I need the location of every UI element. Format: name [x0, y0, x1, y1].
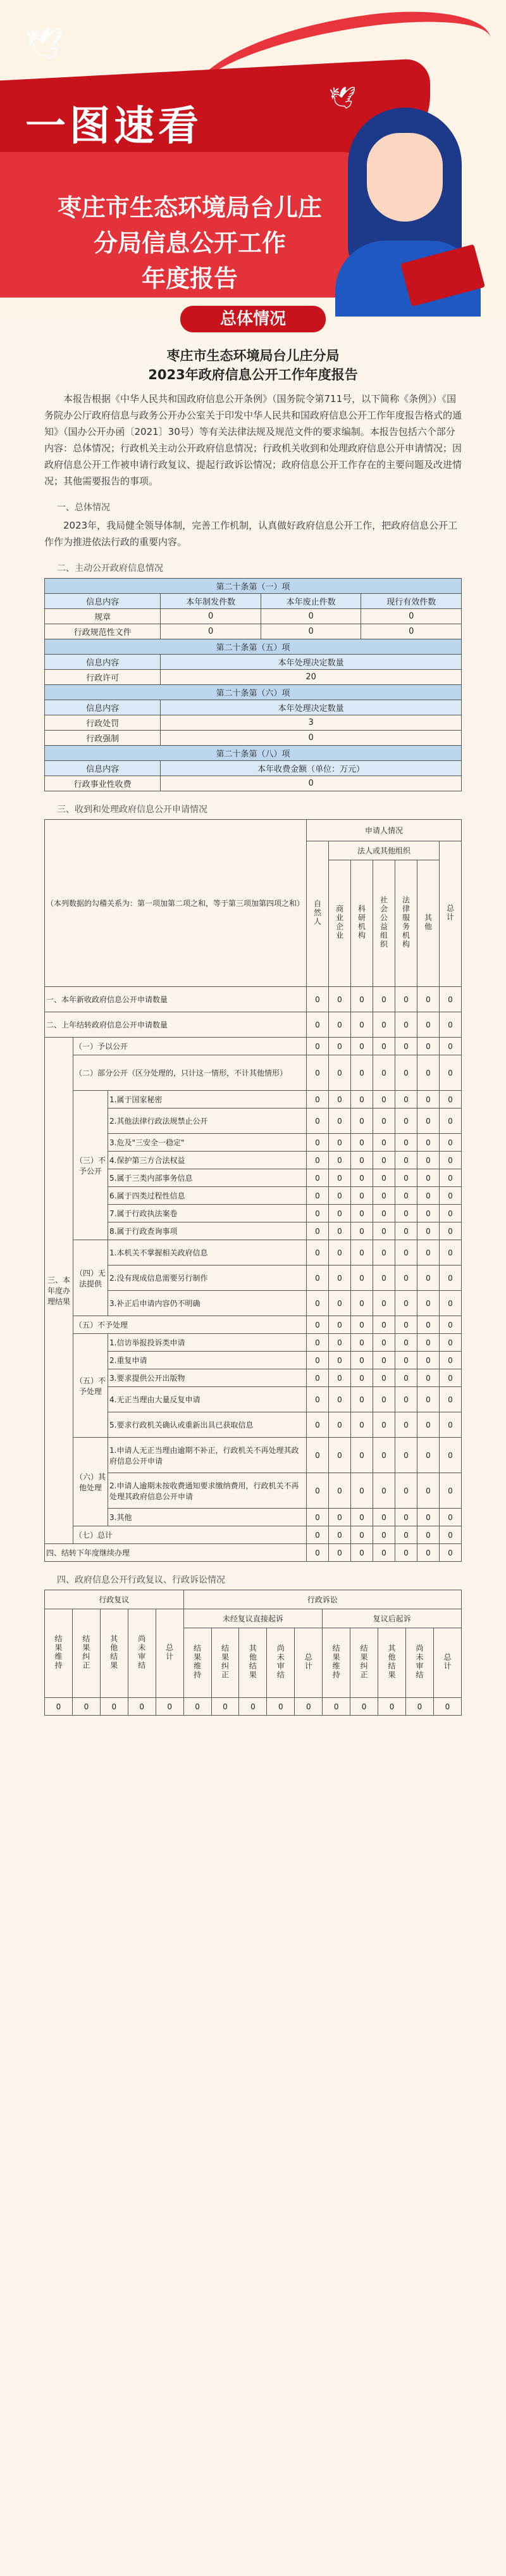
- table-row: 3.其他 0 0 0 0 0 0 0: [45, 1509, 462, 1526]
- section-heading: 二、主动公开政府信息情况: [57, 563, 163, 574]
- section-heading: 一、总体情况: [57, 503, 110, 513]
- report-content: [44, 332, 462, 1716]
- table-row: （五）不予处理 1.信访举报投诉类申请 0 0 0 0 0 0 0: [45, 1334, 462, 1352]
- table-row: 3.补正后申请内容仍不明确 0 0 0 0 0 0 0: [45, 1291, 462, 1316]
- table-row: 2.其他法律行政法规禁止公开 0 0 0 0 0 0 0: [45, 1109, 462, 1134]
- table-row: （六）其他处理 1.申请人无正当理由逾期不补正，行政机关不再处理其政府信息公开申请 0 0 0 0 0 0 0: [45, 1438, 462, 1473]
- table-row: 一、本年新收政府信息公开申请数量 0 0 0 0 0 0 0: [45, 987, 462, 1012]
- table-row: 4.无正当理由大量反复申请 0 0 0 0 0 0 0: [45, 1387, 462, 1412]
- table-row: 5.属于三类内部事务信息 0 0 0 0 0 0 0: [45, 1169, 462, 1187]
- banner-title: 一图速看: [25, 103, 202, 150]
- dove-icon: 🕊: [329, 85, 357, 111]
- table-row: 7.属于行政执法案卷 0 0 0 0 0 0 0: [45, 1205, 462, 1222]
- table-row: 6.属于四类过程性信息 0 0 0 0 0 0 0: [45, 1187, 462, 1205]
- section-pill: 总体情况: [180, 306, 326, 332]
- table-row: 2.重复申请 0 0 0 0 0 0 0: [45, 1352, 462, 1369]
- review-litigation-table: 行政复议 行政诉讼 结果维持 结果纠正 其他结果 尚未审结 总计 未经复议直接起诉 复议后起诉 结果维持 结果纠正 其他结果 尚未审结 总计 结果维持 结果纠正 其他结果 尚未审结 总计 0 0 0 0 0 0 0 0 0 0 0 0 0 0 0: [44, 1590, 462, 1716]
- table-row: 3.要求提供公开出版物 0 0 0 0 0 0 0: [45, 1369, 462, 1387]
- section-heading: 四、政府信息公开行政复议、行政诉讼情况: [57, 1575, 225, 1585]
- header-banner: [0, 0, 506, 317]
- overview-paragraph: 2023年，我局健全领导体制，完善工作机制，认真做好政府信息公开工作，把政府信息公开工作作为推进依法行政的重要内容。: [44, 520, 458, 548]
- table-row: 2.申请人逾期未按收费通知要求缴纳费用，行政机关不再处理其政府信息公开申请 0 0 0 0 0 0 0: [45, 1473, 462, 1509]
- table-row: 5.要求行政机关确认或重新出具已获取信息 0 0 0 0 0 0 0: [45, 1412, 462, 1438]
- document-title: 枣庄市生态环境局台儿庄分局 2023年政府信息公开工作年度报告: [148, 348, 358, 382]
- application-handling-table: （本列数据的勾稽关系为：第一项加第二项之和，等于第三项加第四项之和） 申请人情况 自然人 法人或其他组织 总计 商业企业 科研机构 社会公益组织 法律服务机构 其他 一、本年新收政府信息公开申请数量 0 0 0 0 0 0 0 二、上年结转政府信息公开申请数量 0 0 0 0 0 0 0 三、本年度办理结果 （一）予以公开 0 0 0 0 0 0 0 （二）部分公开（区分处理的，只计这一情形，不计其他情形） 0 0 0 0 0 0 0 （三）不予公开 1.属于国家秘密 0 0 0 0 0 0 0 2.其他法律行政法规禁止公开 0 0 0 0 0 0 0 3.危及"三安全一稳定" 0 0 0 0 0 0 0 4.保护第三方合法权益 0 0 0 0 0 0 0 5.属于三类内部事务信息 0 0 0 0 0 0 0 6.属于四类过程性信息 0 0 0 0 0 0 0 7.属于行政执法案卷 0 0 0 0 0 0 0 8.属于行政查询事项 0 0 0 0 0 0 0 （四）无法提供 1.本机关不掌握相关政府信息 0 0 0 0 0 0 0 2.没有现成信息需要另行制作 0 0 0 0 0 0 0 3.补正后申请内容仍不明确 0 0 0 0 0 0 0 （五）不予处理 0 0 0 0 0 0 0 （五）不予处理 1.信访举报投诉类申请 0 0 0 0 0 0 0 2.重复申请 0 0 0 0 0 0 0 3.要求提供公开出版物 0 0 0 0 0 0 0 4.无正当理由大量反复申请 0 0 0 0 0 0 0 5.要求行政机关确认或重新出具已获取信息 0 0 0 0 0 0 0 （六）其他处理 1.申请人无正当理由逾期不补正，行政机关不再处理其政府信息公开申请 0 0 0 0 0 0 0 2.申请人逾期未按收费通知要求缴纳费用，行政机关不再处理其政府信息公开申请 0 0 0 0 0 0 0 3.其他 0 0 0 0 0 0 0 （七）总计 0 0 0 0 0 0 0 四、结转下年度继续办理 0 0 0 0 0 0 0: [44, 819, 462, 1562]
- table-row: 4.保护第三方合法权益 0 0 0 0 0 0 0: [45, 1152, 462, 1169]
- reading-woman-illustration: [329, 95, 487, 317]
- active-disclosure-table: 第二十条第（一）项 信息内容 本年制发件数 本年废止件数 现行有效件数 规章 0 0 0 行政规范性文件 0 0 0 第二十条第（五）项 信息内容 本年处理决定数量 行政许可 20 第二十条第（六）项 信息内容 本年处理决定数量 行政处罚 3 行政强制 0 第二十条第（八）项 信息内容 本年收费金额（单位：万元） 行政事业性收费 0: [44, 578, 462, 791]
- section-heading: 三、收到和处理政府信息公开申请情况: [57, 805, 207, 815]
- table-row: 2.没有现成信息需要另行制作 0 0 0 0 0 0 0: [45, 1266, 462, 1291]
- table-row: 3.危及"三安全一稳定" 0 0 0 0 0 0 0: [45, 1134, 462, 1152]
- table-row: 四、结转下年度继续办理 0 0 0 0 0 0 0: [45, 1544, 462, 1562]
- table-row: 二、上年结转政府信息公开申请数量 0 0 0 0 0 0 0: [45, 1012, 462, 1038]
- table-row: （二）部分公开（区分处理的，只计这一情形，不计其他情形） 0 0 0 0 0 0 0: [45, 1055, 462, 1091]
- report-title: 枣庄市生态环境局台儿庄 分局信息公开工作 年度报告: [57, 194, 322, 292]
- table-row: （五）不予处理 0 0 0 0 0 0 0: [45, 1316, 462, 1334]
- table-row: （七）总计 0 0 0 0 0 0 0: [45, 1526, 462, 1544]
- intro-paragraph: 本报告根据《中华人民共和国政府信息公开条例》（国务院令第711号，以下简称《条例》）《国务院办公厅政府信息与政务公开办公室关于印发中华人民共和国政府信息公开工作年度报告格式的通知》（国办公开办函〔2021〕30号）等有关法律法规及规范文件的要求编制。本报告包括六个部分内容：总体情况；行政机关主动公开政府信息情况；行政机关收到和处理政府信息公开申请情况；因政府信息公开工作被申请行政复议、提起行政诉讼情况；政府信息公开工作存在的主要问题及改进情况；其他需要报告的事项。: [44, 393, 462, 487]
- table-row: 8.属于行政查询事项 0 0 0 0 0 0 0: [45, 1222, 462, 1240]
- table-row: （四）无法提供 1.本机关不掌握相关政府信息 0 0 0 0 0 0 0: [45, 1240, 462, 1266]
- table-row: （三）不予公开 1.属于国家秘密 0 0 0 0 0 0 0: [45, 1091, 462, 1109]
- table-row: 三、本年度办理结果 （一）予以公开 0 0 0 0 0 0 0: [45, 1038, 462, 1055]
- dove-icon: 🕊: [25, 26, 64, 61]
